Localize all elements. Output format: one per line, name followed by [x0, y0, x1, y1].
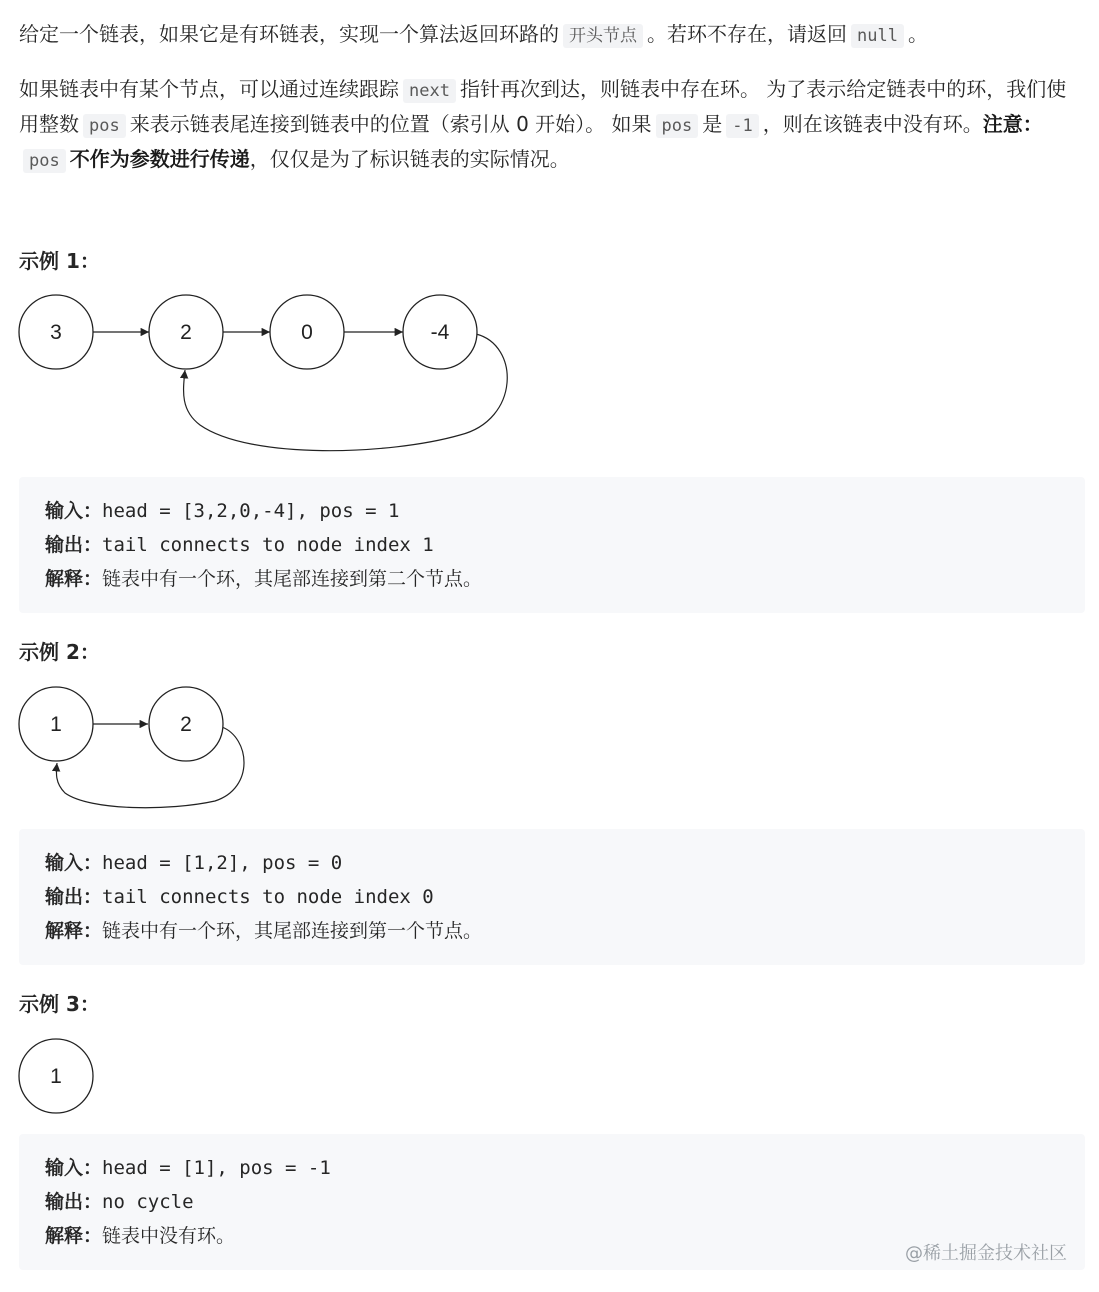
inline-code: pos	[656, 114, 699, 138]
input-value: head = [1], pos = -1	[102, 1157, 331, 1179]
note-label: 注意：	[982, 112, 1043, 136]
input-label: 输入：	[45, 1157, 103, 1179]
input-line	[45, 1151, 1059, 1185]
explain-line	[45, 562, 1059, 596]
inline-code: next	[403, 79, 456, 103]
description-text: ，仅仅是为了标识链表的实际情况。	[249, 147, 570, 171]
watermark: @稀土掘金技术社区	[905, 1243, 1067, 1264]
explain-value: 链表中没有环。	[102, 1225, 236, 1247]
example-2-diagram	[0, 683, 300, 818]
inline-code: pos	[23, 149, 66, 173]
output-line	[45, 1185, 1059, 1219]
list-node	[149, 295, 223, 369]
example-1-diagram	[0, 290, 540, 460]
explain-value: 链表中有一个环，其尾部连接到第二个节点。	[102, 568, 483, 590]
input-label: 输入：	[45, 500, 103, 522]
inline-code: -1	[726, 114, 758, 138]
list-node	[19, 295, 93, 369]
explain-label: 解释：	[45, 920, 103, 942]
list-node	[149, 687, 223, 761]
example-2-title: 示例 2：	[19, 640, 100, 664]
svg-text:3: 3	[50, 321, 62, 344]
input-line	[45, 494, 1059, 528]
output-label: 输出：	[45, 1191, 103, 1213]
svg-text:1: 1	[50, 1065, 62, 1088]
description-text: 如果链表中有某个节点，可以通过连续跟踪	[19, 77, 399, 101]
problem-statement	[19, 18, 1085, 53]
list-node	[19, 687, 93, 761]
input-line	[45, 846, 1059, 880]
problem-description	[19, 73, 1085, 178]
description-text: 指针再次到达，则链表中存在环。 为了表示给定链表中的环，我们使用整数	[19, 77, 1067, 136]
description-text: 是	[702, 112, 723, 136]
output-line	[45, 880, 1059, 914]
inline-code: 开头节点	[563, 24, 643, 48]
explain-value: 链表中有一个环，其尾部连接到第一个节点。	[102, 920, 483, 942]
inline-code: null	[851, 24, 904, 48]
example-3-diagram	[0, 1035, 120, 1117]
note-emphasis: 不作为参数进行传递	[69, 147, 250, 171]
statement-text: 。若环不存在，请返回	[647, 22, 847, 46]
input-label: 输入：	[45, 852, 103, 874]
example-2-codebox	[19, 829, 1085, 965]
output-label: 输出：	[45, 534, 103, 556]
example-1-codebox	[19, 477, 1085, 613]
list-node	[19, 1039, 93, 1113]
statement-text: 给定一个链表，如果它是有环链表，实现一个算法返回环路的	[19, 22, 559, 46]
input-value: head = [3,2,0,-4], pos = 1	[102, 500, 400, 522]
output-value: tail connects to node index 0	[102, 886, 434, 908]
output-value: no cycle	[102, 1191, 194, 1213]
list-node	[270, 295, 344, 369]
description-text: ，则在该链表中没有环。	[762, 112, 983, 136]
example-3-title: 示例 3：	[19, 992, 100, 1016]
explain-label: 解释：	[45, 1225, 103, 1247]
inline-code: pos	[83, 114, 126, 138]
output-value: tail connects to node index 1	[102, 534, 434, 556]
svg-text:2: 2	[180, 713, 192, 736]
svg-text:2: 2	[180, 321, 192, 344]
example-1-title: 示例 1：	[19, 249, 100, 273]
output-line	[45, 528, 1059, 562]
description-text: 来表示链表尾连接到链表中的位置（索引从 0 开始）。 如果	[129, 112, 652, 136]
svg-text:-4: -4	[430, 321, 450, 344]
statement-text: 。	[907, 22, 928, 46]
svg-text:1: 1	[50, 713, 62, 736]
svg-text:0: 0	[301, 321, 313, 344]
list-node	[403, 295, 477, 369]
input-value: head = [1,2], pos = 0	[102, 852, 343, 874]
explain-line	[45, 914, 1059, 948]
output-label: 输出：	[45, 886, 103, 908]
explain-label: 解释：	[45, 568, 103, 590]
